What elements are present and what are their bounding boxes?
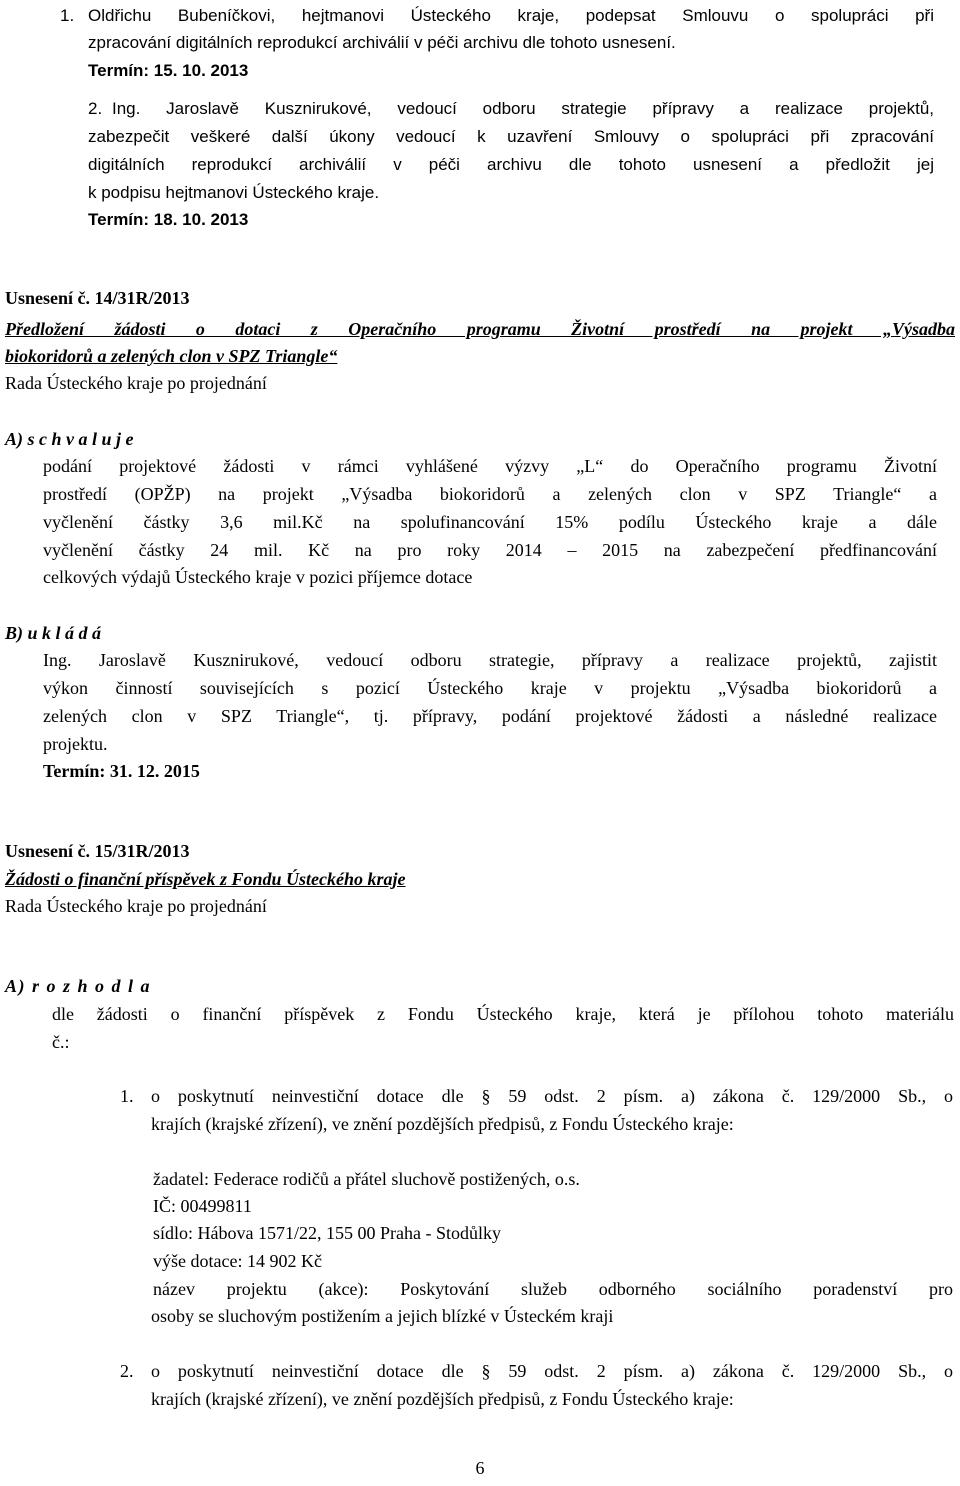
resolution-14-orders-heading: B) u k l á d á [5, 623, 102, 643]
resolution-14-deadline: Termín: 31. 12. 2015 [43, 761, 200, 781]
grant-1-line-1: o poskytnutí neinvestiční dotace dle § 59 odst. 2 písm. a) zákona č. 129/2000 Sb., o [151, 1086, 953, 1106]
item-1-line-2: zpracování digitálních reprodukcí archiválií v péči archivu dle tohoto usnesení. [88, 33, 676, 52]
item-2-line-4: k podpisu hejtmanovi Ústeckého kraje. [88, 183, 380, 202]
item-1-line-1: Oldřichu Bubeníčkovi, hejtmanovi Ústeckého kraje, podepsat Smlouvu o spolupráci při [88, 6, 934, 25]
item-number-1: 1. [60, 6, 75, 25]
resolution-15-decided-heading: A) r o z h o d l a [5, 976, 152, 996]
resolution-14-orders-line-1: Ing. Jaroslavě Kusznirukové, vedoucí odboru strategie, přípravy a realizace projektů, zajistit [43, 650, 937, 670]
grant-2-line-1: o poskytnutí neinvestiční dotace dle § 59 odst. 2 písm. a) zákona č. 129/2000 Sb., o [151, 1361, 953, 1381]
resolution-14-orders-line-2: výkon činností souvisejících s pozicí Ústeckého kraje v projektu „Výsadba biokoridorů a [43, 678, 937, 698]
item-2-line-1: Ing. Jaroslavě Kusznirukové, vedoucí odboru strategie přípravy a realizace projektů, [112, 99, 934, 118]
grant-2-line-2: krajích (krajské zřízení), ve znění pozdějších předpisů, z Fondu Ústeckého kraje: [151, 1389, 734, 1409]
resolution-14-approves-line-2: prostředí (OPŽP) na projekt „Výsadba biokoridorů a zelených clon v SPZ Triangle“ a [43, 484, 937, 504]
grant-1-project-name-line-1: název projektu (akce): Poskytování služeb odborného sociálního poradenství pro [153, 1279, 953, 1299]
grant-1-address: sídlo: Hábova 1571/22, 155 00 Praha - Stodůlky [153, 1223, 501, 1243]
resolution-14-approves-line-1: podání projektové žádosti v rámci vyhlášené výzvy „L“ do Operačního programu Životní [43, 456, 937, 476]
grant-1-applicant: žadatel: Federace rodičů a přátel sluchově postižených, o.s. [153, 1169, 580, 1189]
grant-2-number: 2. [120, 1361, 134, 1381]
resolution-14-council: Rada Ústeckého kraje po projednání [5, 373, 267, 393]
resolution-15-title: Žádosti o finanční příspěvek z Fondu Ústeckého kraje [5, 869, 406, 889]
item-2-line-3: digitálních reprodukcí archiválií v péči archivu dle tohoto usnesení a předložit jej [88, 155, 934, 174]
resolution-14-heading: Usnesení č. 14/31R/2013 [5, 288, 190, 308]
item-2-deadline: Termín: 18. 10. 2013 [88, 210, 249, 229]
resolution-15-heading: Usnesení č. 15/31R/2013 [5, 841, 190, 861]
resolution-14-orders-line-4: projektu. [43, 734, 108, 754]
item-number-2: 2. [88, 99, 103, 118]
resolution-14-approves-heading: A) s c h v a l u j e [5, 429, 134, 449]
grant-1-company-id: IČ: 00499811 [153, 1196, 252, 1216]
resolution-15-council: Rada Ústeckého kraje po projednání [5, 896, 267, 916]
item-2-line-2: zabezpečit veškeré další úkony vedoucí k uzavření Smlouvy o spolupráci při zpracování [88, 127, 934, 146]
resolution-14-approves-line-3: vyčlenění částky 3,6 mil.Kč na spolufinancování 15% podílu Ústeckého kraje a dále [43, 512, 937, 532]
grant-1-line-2: krajích (krajské zřízení), ve znění pozdějších předpisů, z Fondu Ústeckého kraje: [151, 1114, 734, 1134]
resolution-14-orders-line-3: zelených clon v SPZ Triangle“, tj. přípravy, podání projektové žádosti a následné realizace [43, 706, 937, 726]
grant-1-amount: výše dotace: 14 902 Kč [153, 1251, 322, 1271]
resolution-14-approves-line-5: celkových výdajů Ústeckého kraje v pozici příjemce dotace [43, 567, 473, 587]
resolution-14-approves-line-4: vyčlenění částky 24 mil. Kč na pro roky 2014 – 2015 na zabezpečení předfinancování [43, 540, 937, 560]
grant-1-number: 1. [120, 1086, 134, 1106]
resolution-14-title-line-1: Předložení žádosti o dotaci z Operačního programu Životní prostředí na projekt „Výsadba [5, 319, 955, 339]
page-number: 6 [475, 1458, 485, 1478]
item-1-deadline: Termín: 15. 10. 2013 [88, 61, 249, 80]
resolution-15-decided-line-2: č.: [52, 1032, 70, 1052]
resolution-15-decided-line-1: dle žádosti o finanční příspěvek z Fondu Ústeckého kraje, která je přílohou tohoto materiálu [52, 1004, 954, 1024]
grant-1-project-name-line-2: osoby se sluchovým postižením a jejich blízké v Ústeckém kraji [151, 1306, 614, 1326]
resolution-14-title-line-2: biokoridorů a zelených clon v SPZ Triangle“ [5, 346, 338, 366]
